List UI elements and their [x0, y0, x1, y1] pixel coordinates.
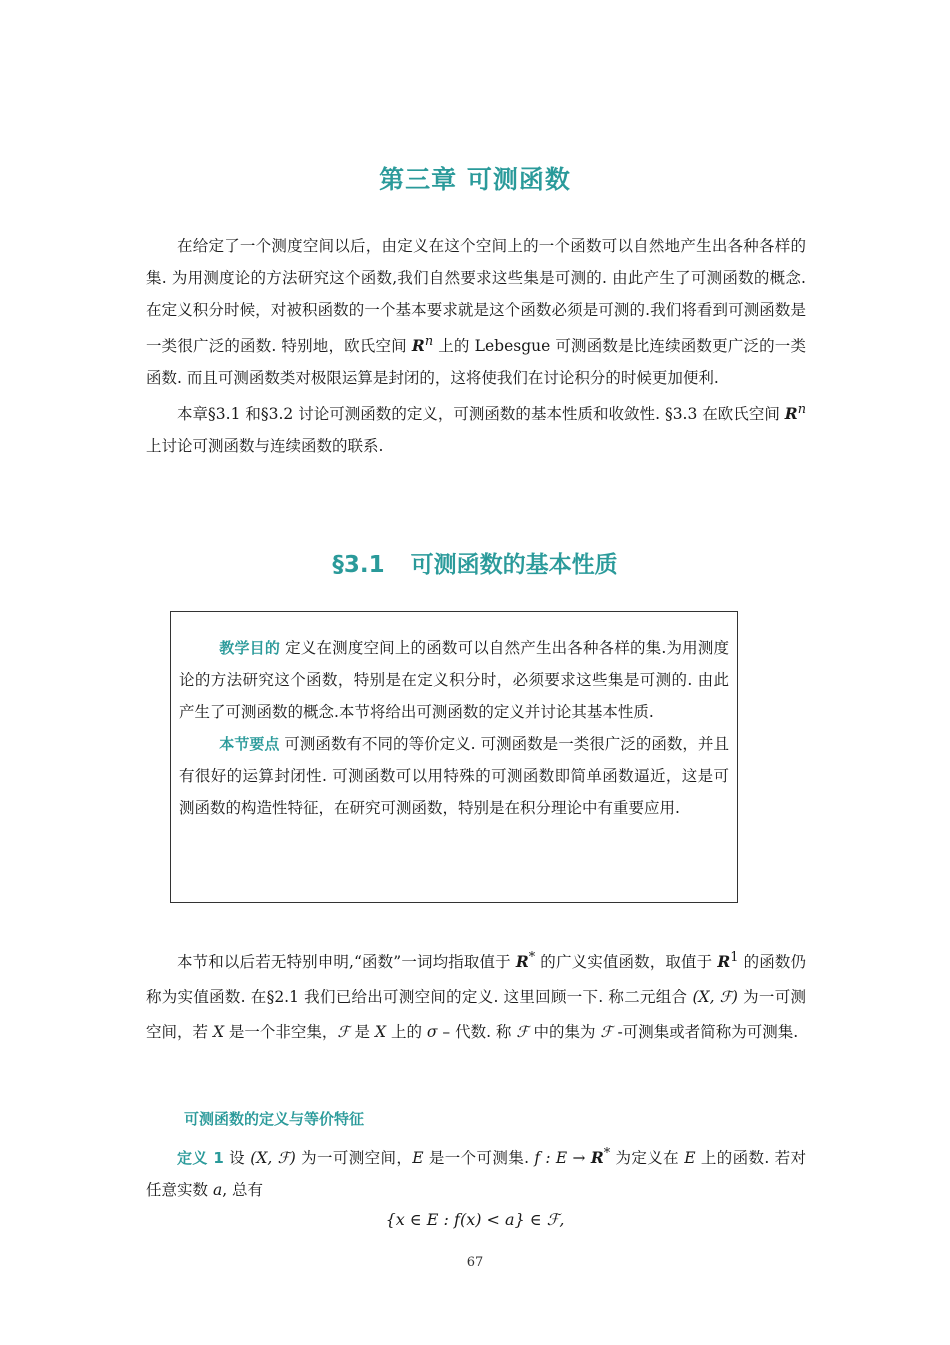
chapter-title: 第三章 可测函数	[379, 165, 571, 194]
def-a: 设	[223, 1149, 251, 1168]
measurability-formula: {x ∈ E : f(x) < a} ∈ ℱ,	[385, 1210, 565, 1229]
def-e: 上的函数. 若对任意实数	[146, 1149, 806, 1200]
teaching-goal-label: 教学目的	[219, 639, 281, 657]
paragraph-3	[146, 940, 806, 1050]
p3-c: 的函数仍称为实值函数. 在§2.1 我们已给出可测空间的定义. 这里回顾一下. 称二元组合	[146, 953, 806, 1007]
reals-symbol: R	[717, 952, 731, 972]
teaching-goal	[179, 632, 729, 728]
p3-j: -可测集或者简称为可测集.	[612, 1023, 799, 1042]
key-points	[179, 728, 729, 824]
sigma-algebra-symbol: ℱ	[337, 1023, 350, 1042]
p3-g: 上的	[386, 1023, 427, 1042]
intro-text	[146, 230, 806, 462]
def-set-e: E	[412, 1149, 424, 1168]
p3-h: – 代数. 称	[437, 1023, 517, 1042]
def-measurable-space: (X, ℱ)	[250, 1149, 296, 1168]
reals-dim: 1	[730, 950, 739, 965]
p3-e: 是一个非空集，	[223, 1023, 338, 1042]
set-x: X	[212, 1023, 224, 1042]
sigma-algebra-symbol-3: ℱ	[600, 1023, 613, 1042]
intro-p2-text: 本章§3.1 和§3.2 讨论可测函数的定义，可测函数的基本性质和收敛性. §3.3 在欧氏空间	[177, 405, 785, 424]
teaching-goal-text: 定义在测度空间上的函数可以自然产生出各种各样的集.为用测度论的方法研究这个函数，特别是在定义积分时，必须要求这些集是可测的. 由此产生了可测函数的概念.本节将给出可测函数的定义并讨论其基本性质.	[179, 639, 729, 721]
measurable-space-pair: (X, ℱ)	[692, 988, 738, 1007]
definition-1-paragraph	[146, 1138, 806, 1206]
def-b: 为一可测空间，	[295, 1149, 413, 1168]
intro-paragraph-1	[146, 230, 806, 394]
sigma-symbol: σ	[426, 1023, 438, 1042]
section-name: 可测函数的基本性质	[410, 552, 618, 578]
def-set-e-2: E	[684, 1149, 696, 1168]
def-map: f : E →	[534, 1149, 591, 1168]
def-real-a: a	[212, 1181, 223, 1200]
section-number: §3.1	[332, 552, 385, 578]
def-star: *	[603, 1146, 611, 1161]
definition-1	[146, 1138, 806, 1206]
def-d: 为定义在	[610, 1149, 685, 1168]
subsection-heading: 可测函数的定义与等价特征	[184, 1110, 365, 1128]
def-f: , 总有	[222, 1181, 264, 1200]
sigma-algebra-symbol-2: ℱ	[516, 1023, 529, 1042]
euclidean-space-symbol: R	[411, 336, 425, 356]
p3-f: 是	[349, 1023, 375, 1042]
def-c: 是一个可测集.	[423, 1149, 535, 1168]
euclidean-dim-2: n	[797, 402, 806, 418]
euclidean-space-symbol-2: R	[784, 404, 798, 424]
p3-a: 本节和以后若无特别申明,“函数”一词均指取值于	[177, 953, 516, 972]
extended-reals-symbol: R	[515, 952, 529, 972]
def-extended-reals: R	[590, 1148, 604, 1168]
extended-reals-star: *	[528, 950, 536, 965]
key-points-text: 可测函数有不同的等价定义. 可测函数是一类很广泛的函数，并且有很好的运算封闭性. 可测函数可以用特殊的可测函数即简单函数逼近，这是可测函数的构造性特征，在研究可测函数，特别是在积分理论中有重要应用.	[179, 735, 729, 817]
definition-label: 定义 1	[177, 1149, 224, 1168]
p3-i: 中的集为	[528, 1023, 601, 1042]
p3-d: 为一可测空间，若	[146, 988, 806, 1042]
intro-p2-tail: 上讨论可测函数与连续函数的联系.	[146, 437, 384, 456]
p3-b: 的广义实值函数，取值于	[535, 953, 718, 972]
intro-p1-tail: 上的 Lebesgue 可测函数是比连续函数更广泛的一类函数. 而且可测函数类对极限运算是封闭的，这将使我们在讨论积分的时候更加便利.	[146, 337, 806, 388]
definitions-paragraph	[146, 940, 806, 1050]
intro-paragraph-2	[146, 394, 806, 462]
section-title	[0, 546, 950, 579]
key-points-label: 本节要点	[219, 735, 280, 753]
set-x-2: X	[374, 1023, 387, 1042]
objectives-box	[170, 611, 738, 903]
page-number: 67	[466, 1255, 484, 1270]
intro-p1-text: 在给定了一个测度空间以后，由定义在这个空间上的一个函数可以自然地产生出各种各样的集. 为用测度论的方法研究这个函数,我们自然要求这些集是可测的. 由此产生了可测函数的概念.在定义积分时候，对被积函数的一个基本要求就是这个函数必须是可测的.我们将看到可测函数是一类很广泛的函数. 特别地，欧氏空间	[146, 237, 806, 356]
euclidean-dim: n	[424, 334, 434, 349]
